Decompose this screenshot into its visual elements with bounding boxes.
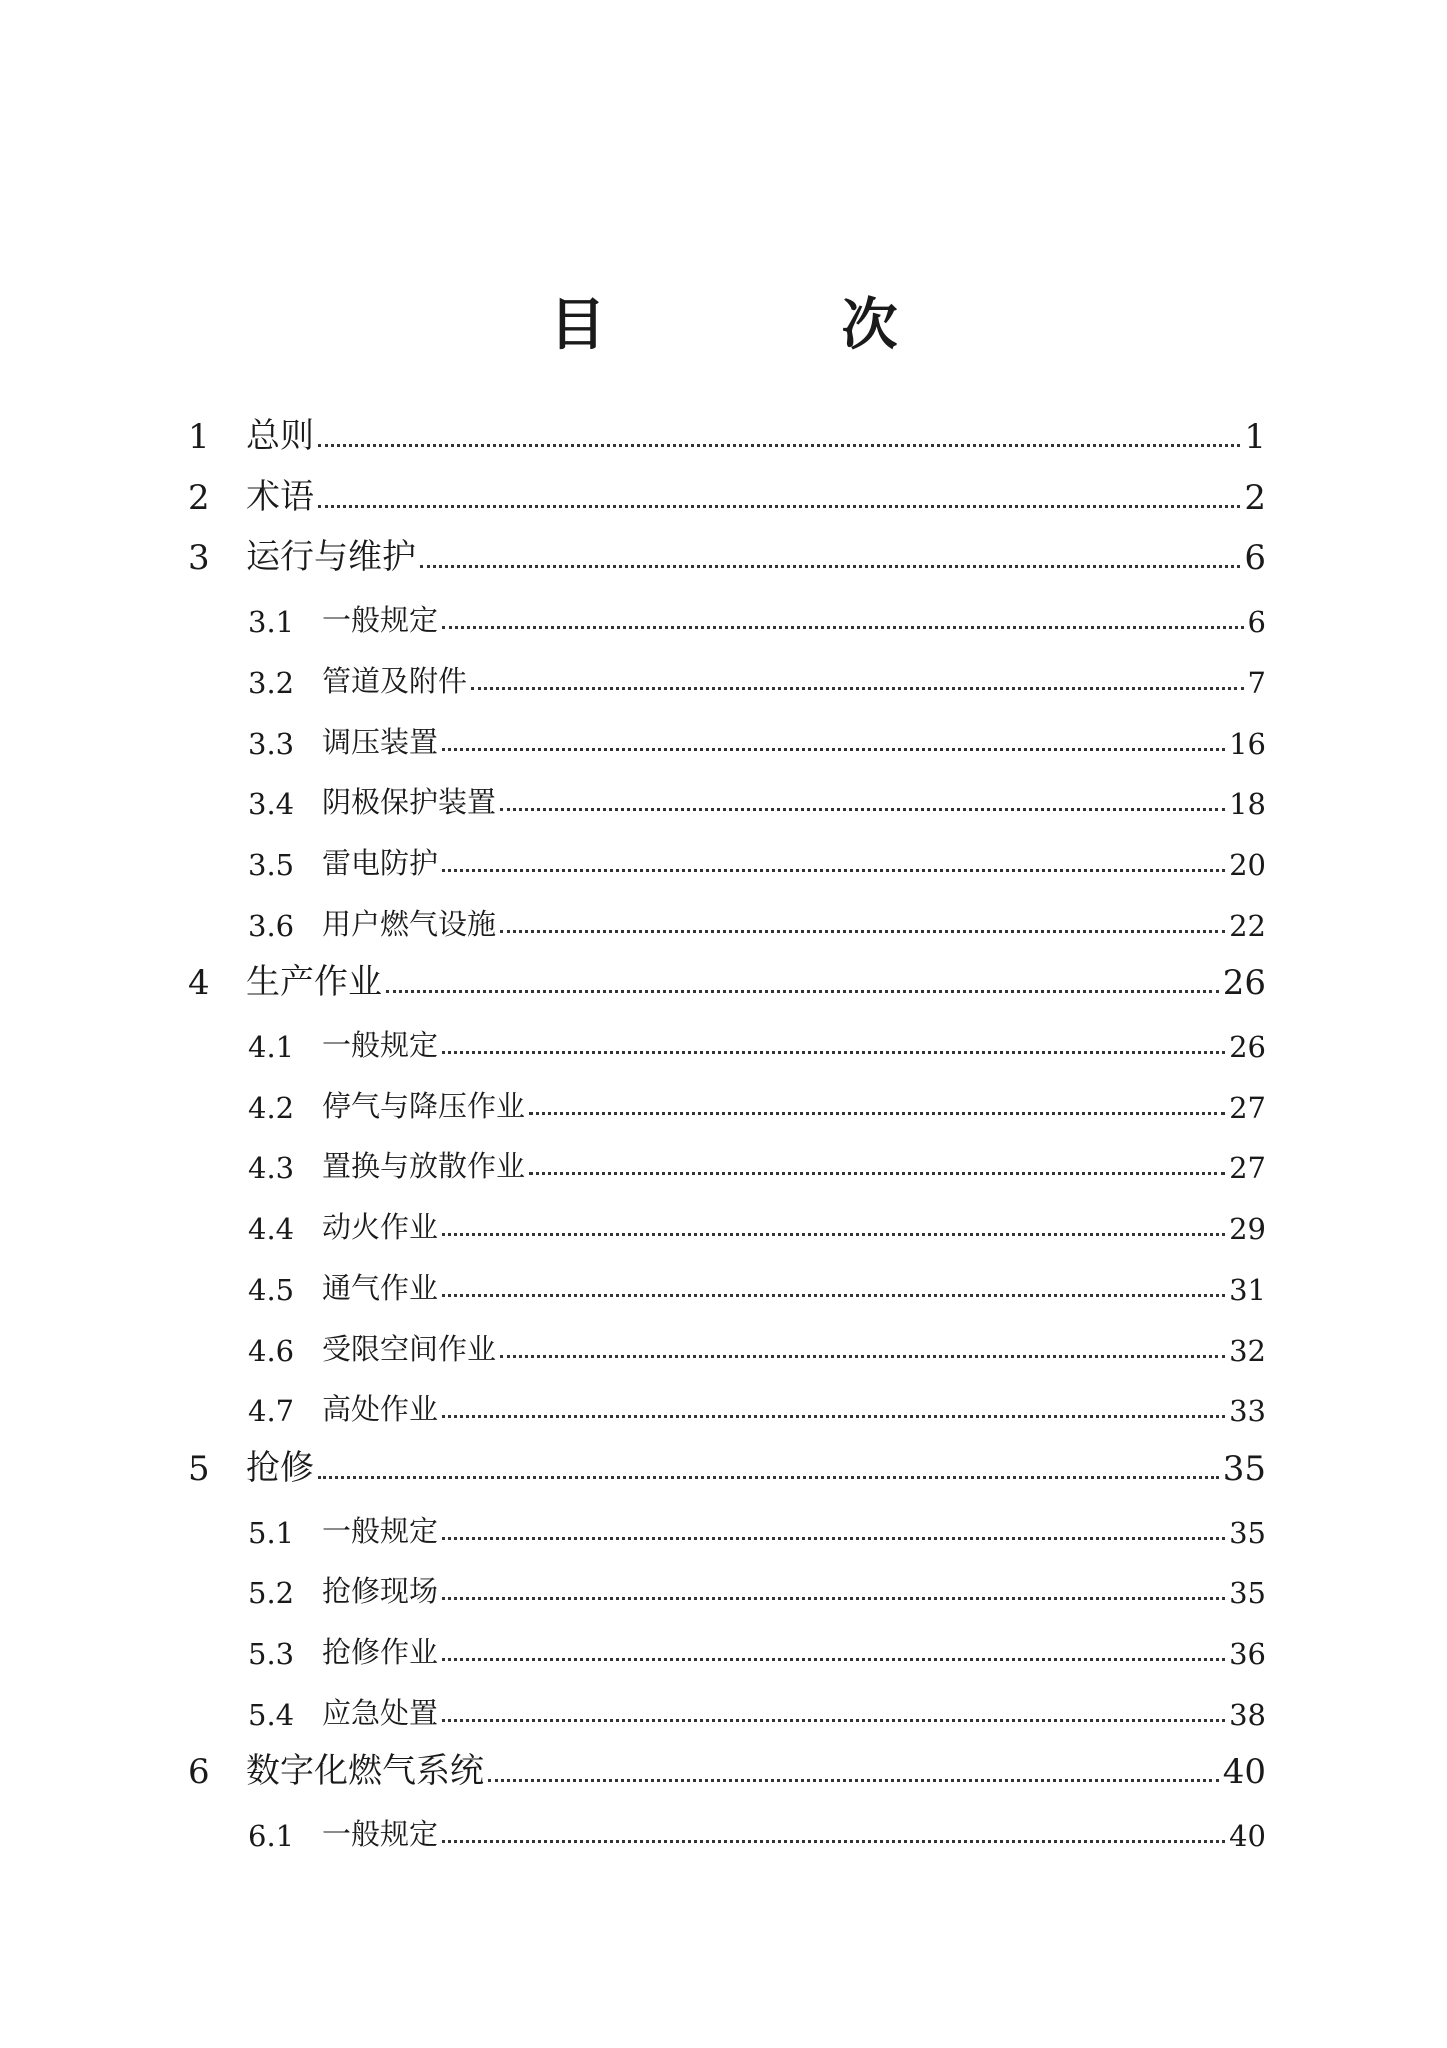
toc-entry-page-number: 40 bbox=[1222, 1752, 1266, 1792]
toc-entry-page-number: 2 bbox=[1244, 478, 1266, 518]
toc-entry-title: 停气与降压作业 bbox=[322, 1089, 526, 1123]
toc-entry-title: 生产作业 bbox=[246, 962, 382, 1002]
toc-entry-title: 抢修 bbox=[246, 1448, 314, 1488]
toc-entry-page-number: 22 bbox=[1229, 909, 1266, 943]
toc-entry-page-number: 27 bbox=[1229, 1151, 1266, 1185]
toc-entry-number: 4 bbox=[188, 963, 210, 1003]
toc-entry-number: 3.3 bbox=[248, 727, 295, 761]
toc-entry-page-number: 27 bbox=[1229, 1091, 1266, 1125]
toc-dot-leader bbox=[442, 1658, 1225, 1661]
toc-entry[interactable] bbox=[188, 1744, 1266, 1792]
toc-entry-title: 应急处置 bbox=[322, 1696, 439, 1730]
toc-entry[interactable] bbox=[248, 591, 1266, 639]
toc-entry-number: 4.6 bbox=[248, 1334, 295, 1368]
toc-entry-number: 3.2 bbox=[248, 666, 295, 700]
toc-entry[interactable] bbox=[188, 470, 1266, 518]
toc-entry-title: 抢修作业 bbox=[322, 1635, 439, 1669]
toc-dot-leader bbox=[442, 1537, 1225, 1540]
toc-entry-page-number: 6 bbox=[1244, 538, 1266, 578]
toc-entry-title: 置换与放散作业 bbox=[322, 1149, 526, 1183]
toc-entry-number: 3 bbox=[188, 538, 210, 578]
toc-entry-number: 4.2 bbox=[248, 1091, 295, 1125]
toc-entry-title: 管道及附件 bbox=[322, 664, 468, 698]
toc-entry-number: 1 bbox=[188, 417, 210, 457]
toc-dot-leader bbox=[529, 1172, 1225, 1175]
toc-dot-leader bbox=[442, 1051, 1225, 1054]
toc-dot-leader bbox=[442, 1719, 1225, 1722]
toc-entry-title: 动火作业 bbox=[322, 1210, 439, 1244]
toc-dot-leader bbox=[442, 1415, 1225, 1418]
toc-entry[interactable] bbox=[248, 1502, 1266, 1550]
toc-entry-page-number: 16 bbox=[1229, 727, 1266, 761]
toc-entry[interactable] bbox=[188, 530, 1266, 578]
toc-entry[interactable] bbox=[248, 1562, 1266, 1610]
toc-dot-leader bbox=[386, 990, 1219, 993]
toc-entry[interactable] bbox=[248, 652, 1266, 700]
toc-entry-page-number: 33 bbox=[1229, 1394, 1266, 1428]
toc-entry-page-number: 35 bbox=[1229, 1576, 1266, 1610]
toc-dot-leader bbox=[442, 1294, 1225, 1297]
toc-entry-page-number: 40 bbox=[1229, 1819, 1266, 1853]
toc-entry-page-number: 36 bbox=[1229, 1637, 1266, 1671]
toc-entry-page-number: 6 bbox=[1247, 605, 1266, 639]
toc-entry-page-number: 26 bbox=[1229, 1030, 1266, 1064]
toc-entry[interactable] bbox=[248, 834, 1266, 882]
toc-entry-title: 调压装置 bbox=[322, 725, 439, 759]
toc-entry-page-number: 31 bbox=[1229, 1273, 1266, 1307]
toc-dot-leader bbox=[318, 505, 1240, 508]
toc-entry-title: 一般规定 bbox=[322, 1028, 439, 1062]
toc-entry-page-number: 32 bbox=[1229, 1334, 1266, 1368]
toc-entry[interactable] bbox=[188, 409, 1266, 457]
toc-entry-number: 5.1 bbox=[248, 1516, 295, 1550]
toc-entry-number: 4.4 bbox=[248, 1212, 295, 1246]
toc-entry-title: 一般规定 bbox=[322, 603, 439, 637]
toc-entry-number: 3.5 bbox=[248, 848, 295, 882]
toc-entry[interactable] bbox=[248, 1137, 1266, 1185]
toc-entry-number: 4.3 bbox=[248, 1151, 295, 1185]
toc-entry-number: 4.7 bbox=[248, 1394, 295, 1428]
toc-dot-leader bbox=[442, 626, 1244, 629]
toc-entry-title: 运行与维护 bbox=[246, 537, 416, 577]
toc-entry-title: 用户燃气设施 bbox=[322, 907, 497, 941]
toc-entry[interactable] bbox=[248, 1320, 1266, 1368]
toc-entry-number: 5.4 bbox=[248, 1698, 295, 1732]
toc-entry-page-number: 35 bbox=[1229, 1516, 1266, 1550]
toc-dot-leader bbox=[442, 1233, 1225, 1236]
toc-entry[interactable] bbox=[248, 713, 1266, 761]
toc-entry-title: 受限空间作业 bbox=[322, 1332, 497, 1366]
toc-dot-leader bbox=[442, 1840, 1225, 1843]
toc-entry-title: 抢修现场 bbox=[322, 1574, 439, 1608]
toc-entry[interactable] bbox=[248, 895, 1266, 943]
toc-entry-title: 通气作业 bbox=[322, 1271, 439, 1305]
toc-dot-leader bbox=[471, 687, 1244, 690]
toc-entry-title: 雷电防护 bbox=[322, 846, 439, 880]
toc-dot-leader bbox=[442, 869, 1225, 872]
toc-entry-title: 一般规定 bbox=[322, 1514, 439, 1548]
toc-entry-number: 5 bbox=[188, 1449, 210, 1489]
page-title: 目 次 bbox=[549, 292, 988, 358]
toc-entry-number: 3.4 bbox=[248, 787, 295, 821]
toc-entry-number: 5.3 bbox=[248, 1637, 295, 1671]
toc-entry[interactable] bbox=[248, 1016, 1266, 1064]
toc-dot-leader bbox=[420, 565, 1240, 568]
toc-entry-title: 总则 bbox=[246, 416, 314, 456]
toc-entry[interactable] bbox=[248, 1684, 1266, 1732]
toc-dot-leader bbox=[500, 808, 1225, 811]
toc-entry-title: 阴极保护装置 bbox=[322, 785, 497, 819]
toc-entry[interactable] bbox=[248, 1198, 1266, 1246]
toc-dot-leader bbox=[318, 444, 1240, 447]
toc-entry[interactable] bbox=[188, 955, 1266, 1003]
toc-dot-leader bbox=[442, 748, 1225, 751]
toc-entry-page-number: 29 bbox=[1229, 1212, 1266, 1246]
toc-entry-title: 数字化燃气系统 bbox=[246, 1751, 484, 1791]
toc-entry-page-number: 35 bbox=[1222, 1449, 1266, 1489]
toc-entry-number: 3.6 bbox=[248, 909, 295, 943]
toc-entry-title: 一般规定 bbox=[322, 1817, 439, 1851]
toc-entry-number: 5.2 bbox=[248, 1576, 295, 1610]
toc-entry-number: 4.1 bbox=[248, 1030, 295, 1064]
toc-entry-number: 3.1 bbox=[248, 605, 295, 639]
toc-entry-page-number: 7 bbox=[1247, 666, 1266, 700]
toc-entry-number: 6.1 bbox=[248, 1819, 295, 1853]
toc-entry-number: 2 bbox=[188, 478, 210, 518]
toc-entry[interactable] bbox=[248, 1380, 1266, 1428]
toc-dot-leader bbox=[529, 1112, 1225, 1115]
toc-entry[interactable] bbox=[248, 1805, 1266, 1853]
toc-dot-leader bbox=[488, 1779, 1219, 1782]
toc-entry[interactable] bbox=[248, 1623, 1266, 1671]
toc-entry-number: 6 bbox=[188, 1752, 210, 1792]
toc-dot-leader bbox=[318, 1476, 1219, 1479]
toc-entry-title: 术语 bbox=[246, 477, 314, 517]
toc-entry-number: 4.5 bbox=[248, 1273, 295, 1307]
toc-entry-title: 高处作业 bbox=[322, 1392, 439, 1426]
toc-dot-leader bbox=[500, 930, 1225, 933]
toc-dot-leader bbox=[500, 1355, 1225, 1358]
toc-entry-page-number: 26 bbox=[1222, 963, 1266, 1003]
toc-entry[interactable] bbox=[248, 773, 1266, 821]
toc-entry-page-number: 1 bbox=[1244, 417, 1266, 457]
toc-dot-leader bbox=[442, 1597, 1225, 1600]
toc-entry-page-number: 20 bbox=[1229, 848, 1266, 882]
toc-entry-page-number: 38 bbox=[1229, 1698, 1266, 1732]
toc-entry-page-number: 18 bbox=[1229, 787, 1266, 821]
toc-entry[interactable] bbox=[248, 1259, 1266, 1307]
toc-entry[interactable] bbox=[188, 1441, 1266, 1489]
toc-entry[interactable] bbox=[248, 1077, 1266, 1125]
